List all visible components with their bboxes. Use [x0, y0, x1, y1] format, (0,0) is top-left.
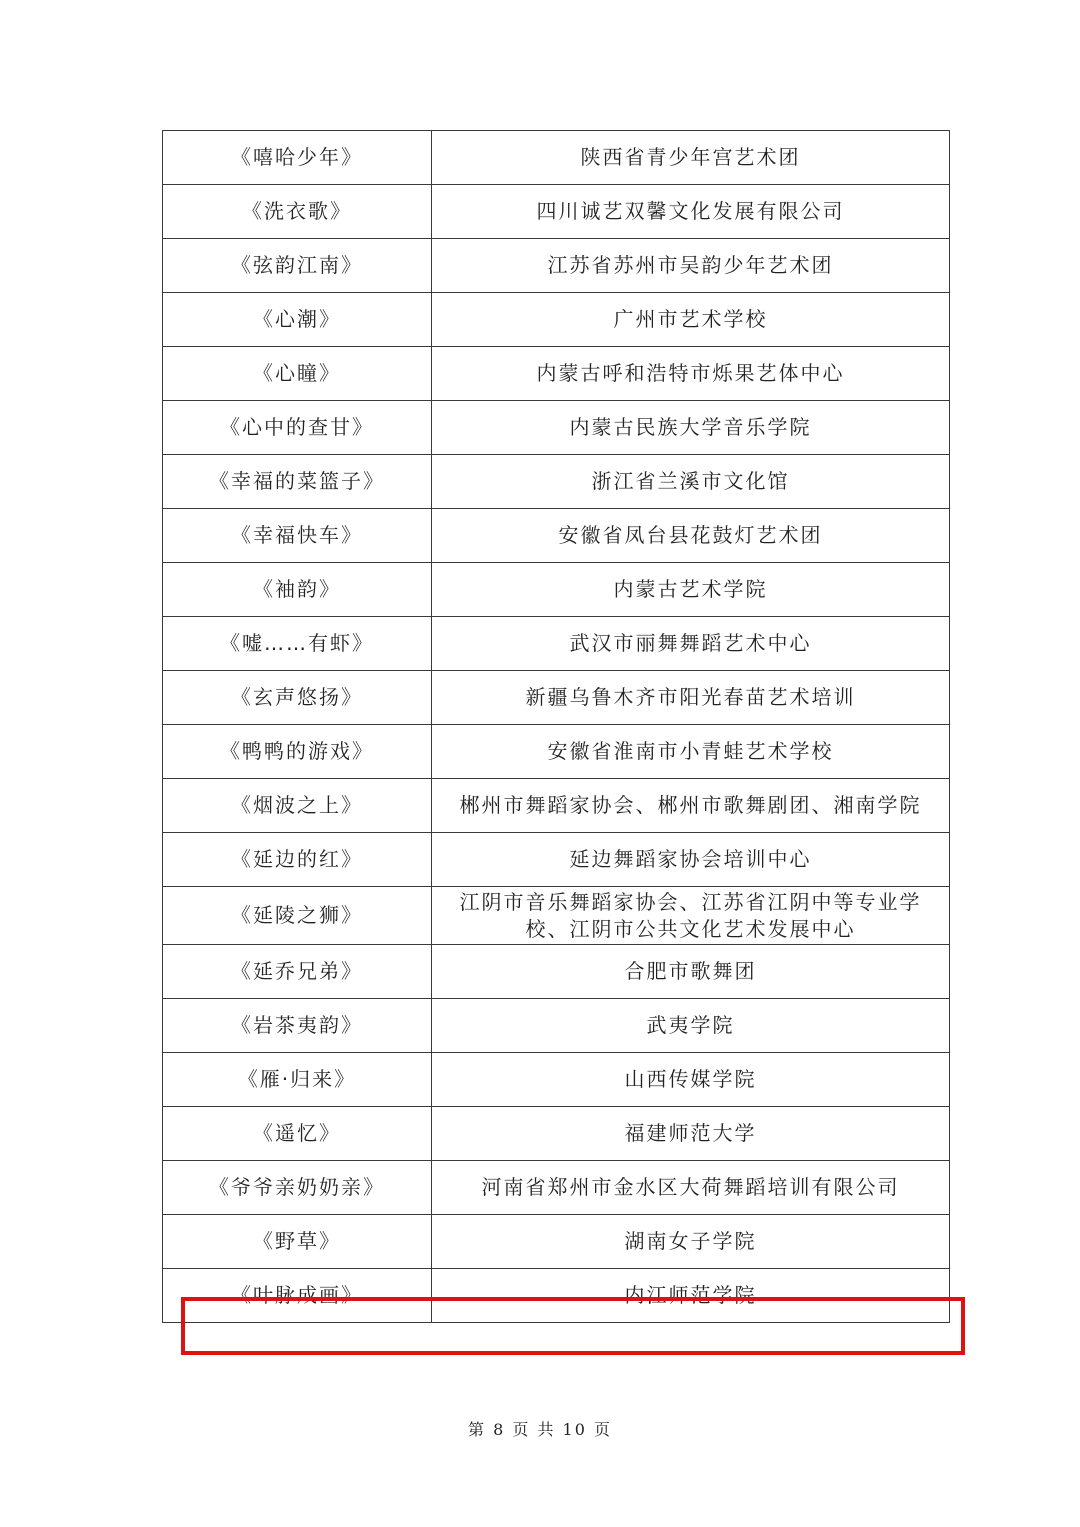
- program-title-cell: 《弦韵江南》: [163, 239, 432, 293]
- organization-cell: 广州市艺术学校: [432, 293, 950, 347]
- program-title-cell: 《幸福快车》: [163, 509, 432, 563]
- program-title-cell: 《心潮》: [163, 293, 432, 347]
- table-row: [163, 945, 950, 999]
- organization-cell: 河南省郑州市金水区大荷舞蹈培训有限公司: [432, 1161, 950, 1215]
- organization-cell: 内江师范学院: [432, 1269, 950, 1323]
- program-title-cell: 《袖韵》: [163, 563, 432, 617]
- organization-cell: 武夷学院: [432, 999, 950, 1053]
- program-title-cell: 《心中的查甘》: [163, 401, 432, 455]
- table-row: [163, 887, 950, 945]
- organization-cell: 内蒙古呼和浩特市烁果艺体中心: [432, 347, 950, 401]
- program-title-cell: 《岩茶夷韵》: [163, 999, 432, 1053]
- table-row: [163, 455, 950, 509]
- organization-cell: 湖南女子学院: [432, 1215, 950, 1269]
- program-title-cell: 《遥忆》: [163, 1107, 432, 1161]
- organization-cell: 山西传媒学院: [432, 1053, 950, 1107]
- program-title-cell: 《烟波之上》: [163, 779, 432, 833]
- organization-cell: 陕西省青少年宫艺术团: [432, 131, 950, 185]
- program-title-cell: 《延乔兄弟》: [163, 945, 432, 999]
- organization-cell: 四川诚艺双馨文化发展有限公司: [432, 185, 950, 239]
- program-title-cell: 《嘘……有虾》: [163, 617, 432, 671]
- organization-cell: 郴州市舞蹈家协会、郴州市歌舞剧团、湘南学院: [432, 779, 950, 833]
- organization-cell: 江苏省苏州市吴韵少年艺术团: [432, 239, 950, 293]
- organization-cell: 新疆乌鲁木齐市阳光春苗艺术培训: [432, 671, 950, 725]
- program-table: [162, 130, 950, 1323]
- organization-cell: 浙江省兰溪市文化馆: [432, 455, 950, 509]
- program-title-cell: 《雁·归来》: [163, 1053, 432, 1107]
- organization-cell: 安徽省凤台县花鼓灯艺术团: [432, 509, 950, 563]
- table-row: [163, 185, 950, 239]
- organization-cell: 延边舞蹈家协会培训中心: [432, 833, 950, 887]
- program-title-cell: 《鸭鸭的游戏》: [163, 725, 432, 779]
- program-title-cell: 《延边的红》: [163, 833, 432, 887]
- organization-cell: 合肥市歌舞团: [432, 945, 950, 999]
- table-row: [163, 1161, 950, 1215]
- organization-cell: 安徽省淮南市小青蛙艺术学校: [432, 725, 950, 779]
- table-row: [163, 725, 950, 779]
- program-title-cell: 《幸福的菜篮子》: [163, 455, 432, 509]
- table-row: [163, 401, 950, 455]
- table-row: [163, 239, 950, 293]
- organization-cell: 福建师范大学: [432, 1107, 950, 1161]
- table-row: [163, 563, 950, 617]
- organization-cell: 内蒙古艺术学院: [432, 563, 950, 617]
- organization-cell: 武汉市丽舞舞蹈艺术中心: [432, 617, 950, 671]
- program-title-cell: 《爷爷亲奶奶亲》: [163, 1161, 432, 1215]
- program-title-cell: 《野草》: [163, 1215, 432, 1269]
- page-footer: 第 8 页 共 10 页: [468, 1420, 612, 1439]
- program-title-cell: 《延陵之狮》: [163, 887, 432, 945]
- table-row: [163, 131, 950, 185]
- organization-cell: 江阴市音乐舞蹈家协会、江苏省江阴中等专业学校、江阴市公共文化艺术发展中心: [432, 887, 950, 945]
- table-row: [163, 1053, 950, 1107]
- table-row: [163, 779, 950, 833]
- table-row: [163, 293, 950, 347]
- program-title-cell: 《叶脉成画》: [163, 1269, 432, 1323]
- table-row: [163, 1269, 950, 1323]
- program-title-cell: 《洗衣歌》: [163, 185, 432, 239]
- program-title-cell: 《玄声悠扬》: [163, 671, 432, 725]
- table-row: [163, 999, 950, 1053]
- organization-cell: 内蒙古民族大学音乐学院: [432, 401, 950, 455]
- program-title-cell: 《心瞳》: [163, 347, 432, 401]
- program-title-cell: 《嘻哈少年》: [163, 131, 432, 185]
- table-row: [163, 671, 950, 725]
- table-row: [163, 509, 950, 563]
- table-row: [163, 1107, 950, 1161]
- table-row: [163, 347, 950, 401]
- table-row: [163, 1215, 950, 1269]
- program-table-body: [163, 131, 950, 1323]
- table-row: [163, 833, 950, 887]
- table-row: [163, 617, 950, 671]
